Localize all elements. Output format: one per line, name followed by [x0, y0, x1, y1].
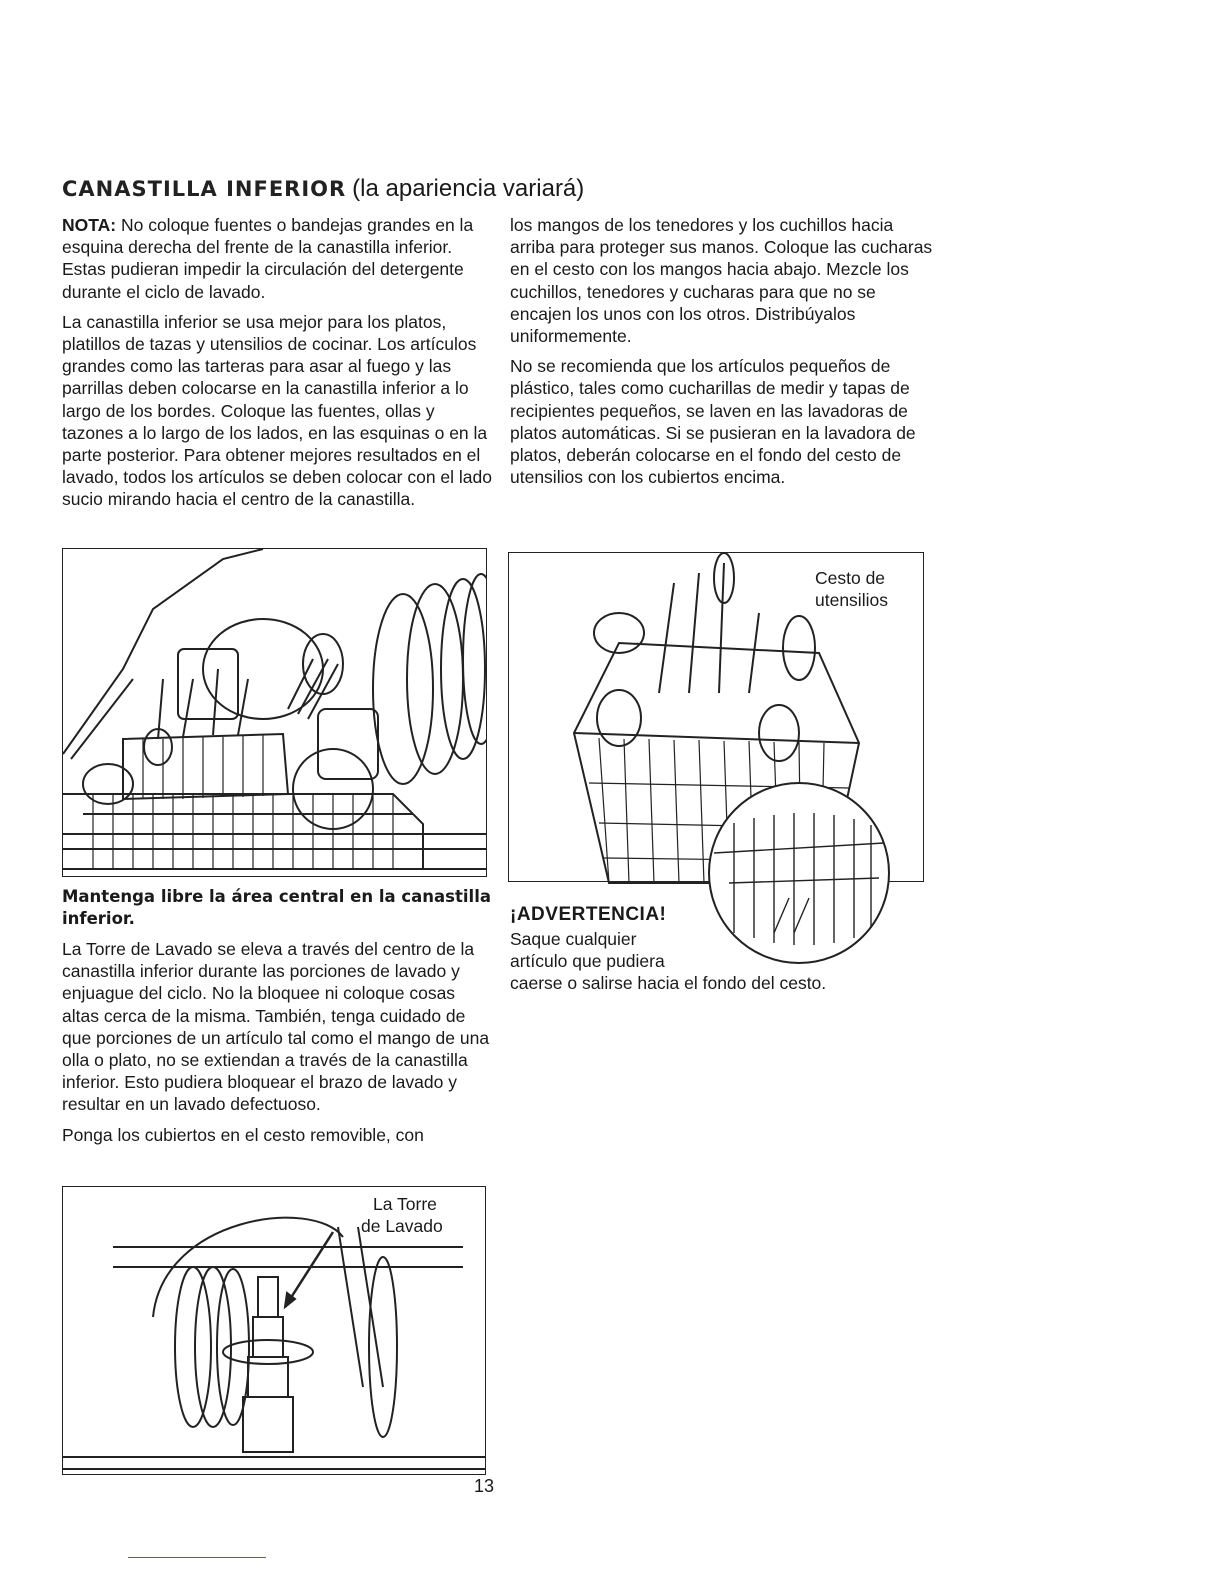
silverware-paragraph: los mangos de los tenedores y los cuchillos hacia arriba para proteger sus manos. Coloque las cucharas en el cesto con los mangos hacia abajo. Mezcle los cuchillos, tenedores y cucharas para que no se encajen los unos con los otros. Distribúyalos uniformemente. [510, 215, 933, 347]
lower-rack-illustration [62, 548, 487, 877]
section-heading [62, 174, 942, 204]
note-label: NOTA: [62, 215, 117, 235]
footer-divider [128, 1557, 266, 1558]
plastic-items-paragraph: No se recomienda que los artículos pequeños de plástico, tales como cucharillas de medir y tapas de recipientes pequeños, se laven en las lavadoras de platos automáticas. Si se pusieran en la lavadora de platos, deberán colocarse en el fondo del cesto de utensilios con los cubiertos encima. [510, 356, 916, 488]
left-column-top [62, 214, 494, 519]
left-column-middle [62, 886, 494, 1154]
basket-label-line1: Cesto de [815, 568, 886, 588]
lower-rack-paragraph: La canastilla inferior se usa mejor para los platos, platillos de tazas y utensilios de cocinar. Los artículos grandes como las tarteras para asar al fuego y las parrillas deben colocarse en la canastilla inferior a lo largo de los bordes. Coloque las fuentes, ollas y tazones a lo largo de los lados, en las esquinas o en la parte posterior. Para obtener mejores resultados en el lavado, todos los artículos se deben colocar con el lado sucio mirando hacia el centro de la canastilla. [62, 311, 492, 510]
section-heading-subtitle: (la apariencia variará) [352, 175, 585, 202]
warning-line1: Saque cualquier [510, 929, 637, 949]
tower-label-line2: de Lavado [361, 1216, 443, 1236]
section-heading-title: CANASTILLA INFERIOR [62, 177, 347, 201]
page-number: 13 [474, 1476, 495, 1496]
right-column-top [510, 214, 940, 496]
warning-block [510, 904, 930, 994]
basket-label-line2: utensilios [815, 590, 888, 610]
warning-line2: artículo que pudiera [510, 951, 665, 971]
center-area-subheading: Mantenga libre la área central en la canastilla inferior. [62, 887, 491, 928]
wash-tower-paragraph: La Torre de Lavado se eleva a través del centro de la canastilla inferior durante las porciones de lavado y enjuague del ciclo. No la bloquee ni coloque cosas altas cerca de la misma. También, tenga cuidado de que porciones de un artículo tal como el mango de una olla o plato, no se extiendan a través de la canastilla inferior. Esto pudiera bloquear el brazo de lavado y resultar en un lavado defectuoso. [62, 939, 490, 1115]
wash-tower-illustration [62, 1186, 486, 1475]
tower-label [361, 1193, 443, 1237]
silverware-basket-illustration [508, 552, 924, 882]
warning-title: ¡ADVERTENCIA! [510, 904, 667, 925]
silverware-intro-paragraph: Ponga los cubiertos en el cesto removible, con [62, 1124, 424, 1145]
basket-label [815, 567, 888, 611]
note-paragraph [62, 214, 494, 303]
warning-line3: caerse o salirse hacia el fondo del cesto. [510, 973, 827, 993]
note-text: No coloque fuentes o bandejas grandes en la esquina derecha del frente de la canastilla inferior. Estas pudieran impedir la circulación del detergente durante el ciclo de lavado. [62, 215, 474, 302]
tower-label-line1: La Torre [373, 1194, 437, 1214]
